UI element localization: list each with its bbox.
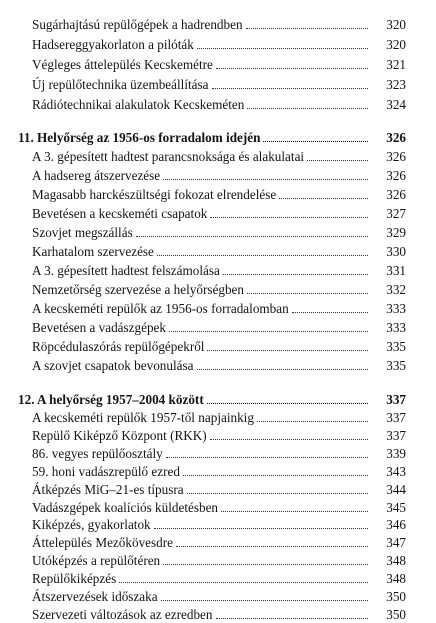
toc-entry	[0, 585, 436, 604]
toc-entry-title: Átszervezések időszaka	[32, 589, 158, 604]
toc-entry	[0, 442, 436, 461]
toc-heading-page: 337	[386, 392, 406, 407]
toc-leader-dots	[246, 13, 368, 29]
toc-entry	[0, 603, 436, 622]
toc-entry	[0, 567, 436, 586]
toc-entry	[0, 297, 436, 316]
toc-entry	[0, 183, 436, 202]
toc-entry-page: 331	[386, 263, 406, 278]
toc-entry-title: Átképzés MiG–21-es típusra	[32, 482, 184, 497]
toc-entry-page: 320	[386, 37, 406, 52]
toc-leader-dots	[247, 93, 368, 109]
toc-entry-page: 344	[386, 482, 406, 497]
toc-entry	[0, 549, 436, 568]
toc-entry-title: Vadászgépek koalíciós küldetésben	[32, 500, 219, 515]
toc-entry-page: 335	[386, 358, 406, 373]
toc-entry-page: 337	[386, 428, 406, 443]
toc-entry	[0, 424, 436, 443]
toc-leader-dots	[163, 164, 368, 180]
toc-leader-dots	[292, 297, 368, 313]
toc-entry	[0, 93, 436, 112]
toc-leader-dots	[207, 335, 368, 351]
toc-entry	[0, 53, 436, 72]
toc-entry-title: Nemzetőrség szervezése a helyőrségben	[32, 282, 244, 297]
toc-leader-dots	[136, 221, 368, 237]
toc-entry-title: 59. honi vadászrepülő ezred	[32, 464, 180, 479]
toc-entry-page: 350	[386, 589, 406, 604]
toc-leader-dots	[161, 585, 368, 601]
toc-entry-title: A 3. gépesített hadtest felszámolása	[32, 263, 220, 278]
toc-entry-page: 333	[386, 301, 406, 316]
toc-leader-dots	[157, 240, 368, 256]
toc-leader-dots	[207, 388, 368, 404]
toc-heading-page: 326	[386, 130, 406, 145]
toc-leader-dots	[307, 145, 368, 161]
toc-entry-page: 326	[386, 168, 406, 183]
toc-entry-page: 321	[386, 57, 406, 72]
toc-entry-page: 339	[386, 446, 406, 461]
toc-entry	[0, 33, 436, 52]
toc-leader-dots	[223, 259, 368, 275]
toc-entry-title: A kecskeméti repülők az 1956-os forradalomban	[32, 301, 289, 316]
toc-entry-page: 324	[386, 97, 406, 112]
toc-entry-title: Új repülőtechnika üzembeállítása	[32, 77, 209, 92]
toc-entry-title: Bevetésen a kecskeméti csapatok	[32, 206, 208, 221]
toc-heading-title: 11. Helyőrség az 1956-os forradalom idején	[18, 130, 261, 145]
toc-entry-page: 326	[386, 187, 406, 202]
toc-leader-dots	[197, 354, 368, 370]
toc-entry	[0, 221, 436, 240]
toc-entry-page: 326	[386, 149, 406, 164]
toc-entry	[0, 145, 436, 164]
toc-entry-title: A szovjet csapatok bevonulása	[32, 358, 194, 373]
toc-entry-title: Kiképzés, gyakorlatok	[32, 517, 151, 532]
toc-entry	[0, 406, 436, 425]
toc-entry-title: Szervezeti változások az ezredben	[32, 607, 213, 622]
toc-entry-title: Magasabb harckészültségi fokozat elrendelése	[32, 187, 277, 202]
toc-entry	[0, 240, 436, 259]
toc-section-heading	[0, 388, 436, 407]
toc-leader-dots	[187, 478, 368, 494]
toc-entry-title: A 3. gépesített hadtest parancsnoksága és alakulatai	[32, 149, 305, 164]
toc-entry-page: 333	[386, 320, 406, 335]
toc-entry	[0, 354, 436, 373]
toc-entry-title: Utóképzés a repülőtéren	[32, 553, 161, 568]
toc-entry-page: 346	[386, 517, 406, 532]
toc-entry-title: Karhatalom szervezése	[32, 244, 154, 259]
toc-entry	[0, 13, 436, 32]
toc-entry-title: A hadsereg átszervezése	[32, 168, 161, 183]
toc-leader-dots	[216, 603, 369, 619]
toc-leader-dots	[183, 460, 368, 476]
toc-entry	[0, 73, 436, 92]
toc-entry-page: 348	[386, 553, 406, 568]
toc-entry-title: Bevetésen a vadászgépek	[32, 320, 167, 335]
toc-entry-title: Áttelepülés Mezőkövesdre	[32, 535, 173, 550]
toc-leader-dots	[154, 513, 368, 529]
toc-section-heading	[0, 126, 436, 145]
toc-entry	[0, 278, 436, 297]
toc-entry-page: 320	[386, 17, 406, 32]
toc-entry-title: A kecskeméti repülők 1957-től napjainkig	[32, 410, 254, 425]
toc-leader-dots	[169, 316, 368, 332]
toc-leader-dots	[221, 496, 368, 512]
toc-leader-dots	[279, 183, 368, 199]
toc-leader-dots	[212, 73, 369, 89]
toc-entry-page: 343	[386, 464, 406, 479]
toc-leader-dots	[210, 202, 368, 218]
toc-leader-dots	[210, 424, 368, 440]
toc-entry-title: Szovjet megszállás	[32, 225, 133, 240]
toc-leader-dots	[163, 549, 368, 565]
toc-leader-dots	[257, 406, 368, 422]
toc-entry	[0, 513, 436, 532]
toc-entry	[0, 531, 436, 550]
toc-entry-page: 329	[386, 225, 406, 240]
toc-entry-title: Sugárhajtású repülőgépek a hadrendben	[32, 17, 243, 32]
toc-leader-dots	[216, 53, 368, 69]
toc-entry	[0, 316, 436, 335]
toc-entry	[0, 202, 436, 221]
toc-entry-title: 86. vegyes repülőosztály	[32, 446, 163, 461]
toc-entry-page: 350	[386, 607, 406, 622]
toc-entry	[0, 460, 436, 479]
toc-entry	[0, 478, 436, 497]
toc-entry-page: 335	[386, 339, 406, 354]
toc-entry-page: 327	[386, 206, 406, 221]
toc-entry-title: Hadsereggyakorlaton a pilóták	[32, 37, 194, 52]
toc-entry-page: 330	[386, 244, 406, 259]
toc-entry-page: 337	[386, 410, 406, 425]
toc-entry-title: Végleges áttelepülés Kecskemétre	[32, 57, 213, 72]
toc-leader-dots	[263, 126, 368, 142]
toc-entry-title: Röpcédulaszórás repülőgépekről	[32, 339, 205, 354]
toc-leader-dots	[119, 567, 368, 583]
toc-entry-page: 347	[386, 535, 406, 550]
toc-entry-title: Rádiótechnikai alakulatok Kecskeméten	[32, 97, 245, 112]
toc-entry	[0, 164, 436, 183]
toc-entry	[0, 259, 436, 278]
toc-leader-dots	[176, 531, 368, 547]
toc-entry-page: 345	[386, 500, 406, 515]
toc-heading-title: 12. A helyőrség 1957–2004 között	[18, 392, 204, 407]
toc-leader-dots	[247, 278, 368, 294]
toc-entry-page: 332	[386, 282, 406, 297]
toc-leader-dots	[166, 442, 368, 458]
toc-entry-title: Repülőkiképzés	[32, 571, 117, 586]
toc-entry-page: 348	[386, 571, 406, 586]
toc-leader-dots	[197, 33, 368, 49]
toc-entry	[0, 335, 436, 354]
toc-entry-title: Repülő Kiképző Központ (RKK)	[32, 428, 207, 443]
toc-entry-page: 323	[386, 77, 406, 92]
